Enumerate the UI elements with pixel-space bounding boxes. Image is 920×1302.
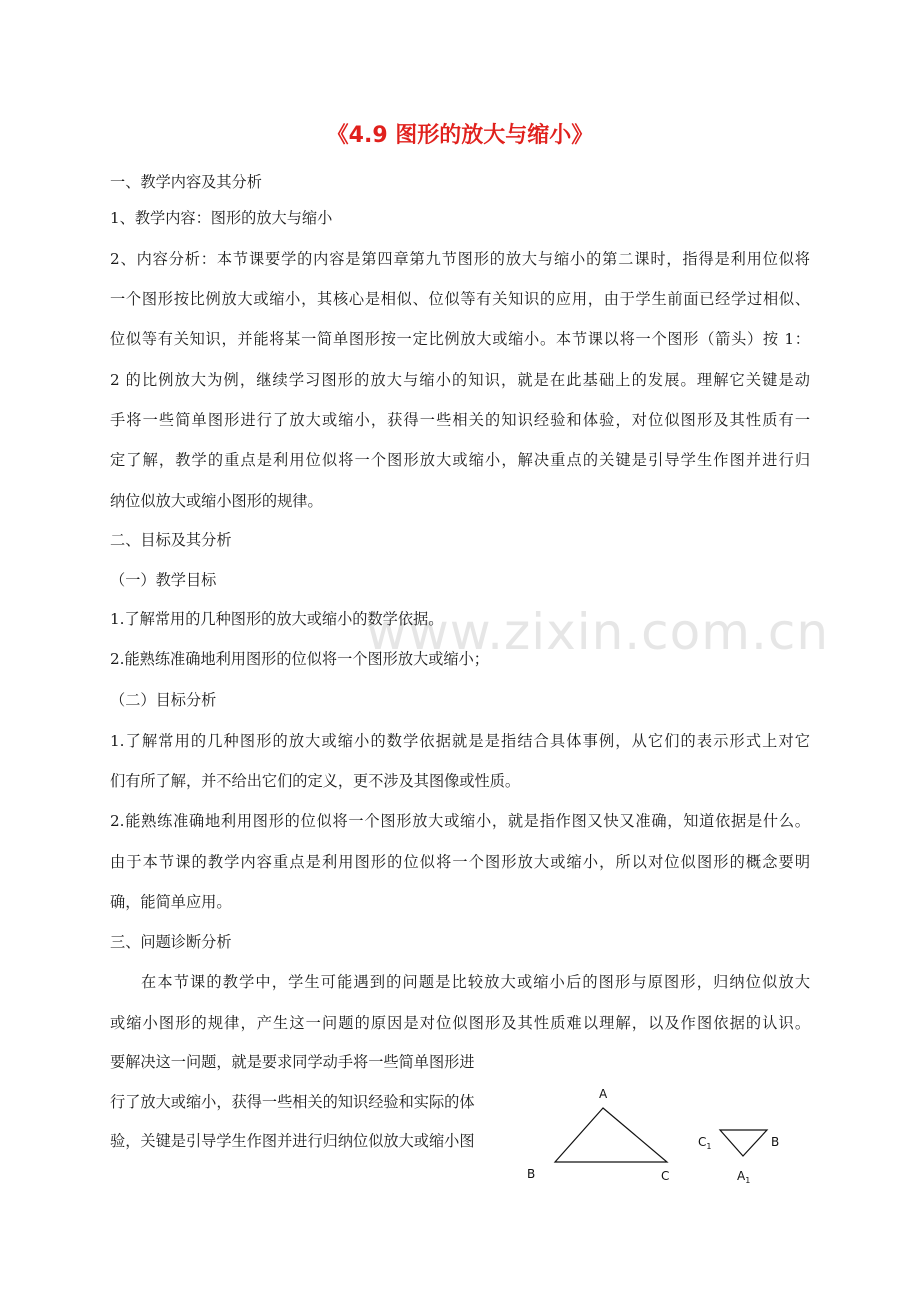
document-title: 《4.9 图形的放大与缩小》 [326, 123, 594, 148]
paragraph-line: 2 的比例放大为例，继续学习图形的放大与缩小的知识，就是在此基础上的发展。理解它关键是动 [110, 371, 810, 389]
paragraph-line: 1.了解常用的几种图形的放大或缩小的数学依据就是是指结合具体事例，从它们的表示形式上对它 [110, 732, 810, 750]
label-a1 [737, 1169, 750, 1185]
paragraph-line: 1、教学内容：图形的放大与缩小 [110, 209, 333, 227]
subsection-heading: （二）目标分析 [110, 691, 217, 709]
paragraph-line: 由于本节课的教学内容重点是利用图形的位似将一个图形放大或缩小，所以对位似图形的概念要明 [110, 853, 810, 871]
label-c: C [661, 1169, 670, 1183]
triangle-a1b1c1 [720, 1130, 767, 1156]
section-heading: 三、问题诊断分析 [110, 933, 232, 951]
label-b: B [527, 1167, 536, 1181]
paragraph-line: 验，关键是引导学生作图并进行归纳位似放大或缩小图 [110, 1132, 475, 1150]
paragraph-line: 1.了解常用的几种图形的放大或缩小的数学依据。 [110, 610, 444, 628]
triangle-abc [555, 1108, 667, 1162]
triangle-figure [515, 1080, 815, 1190]
paragraph-line: 或缩小图形的规律，产生这一问题的原因是对位似图形及其性质难以理解，以及作图依据的认识。 [110, 1014, 810, 1032]
paragraph-line: 确，能简单应用。 [110, 893, 232, 911]
paragraph-line: 行了放大或缩小，获得一些相关的知识经验和实际的体 [110, 1093, 475, 1111]
label-c1-letter: C [698, 1135, 707, 1149]
paragraph-line: 在本节课的教学中，学生可能遇到的问题是比较放大或缩小后的图形与原图形，归纳位似放大 [141, 973, 810, 991]
section-heading: 一、教学内容及其分析 [110, 173, 262, 191]
paragraph-line: 2.能熟练准确地利用图形的位似将一个图形放大或缩小，就是指作图又快又准确，知道依据是什么。 [110, 812, 810, 830]
label-c1-sub: 1 [706, 1142, 712, 1151]
label-a1-sub: 1 [745, 1176, 751, 1185]
paragraph-line: 2、内容分析：本节课要学的内容是第四章第九节图形的放大与缩小的第二课时，指得是利用位似将 [110, 250, 810, 268]
paragraph-line: 们有所了解，并不给出它们的定义，更不涉及其图像或性质。 [110, 772, 521, 790]
paragraph-line: 要解决这一问题，就是要求同学动手将一些简单图形进 [110, 1053, 475, 1071]
paragraph-line: 位似等有关知识，并能将某一简单图形按一定比例放大或缩小。本节课以将一个图形（箭头）按 1： [110, 330, 810, 348]
section-heading: 二、目标及其分析 [110, 531, 232, 549]
label-a: A [599, 1087, 608, 1101]
paragraph-line: 手将一些简单图形进行了放大或缩小，获得一些相关的知识经验和体验，对位似图形及其性质有一 [110, 411, 810, 429]
subsection-heading: （一）教学目标 [110, 571, 217, 589]
label-a1-letter: A [737, 1169, 746, 1183]
paragraph-line: 纳位似放大或缩小图形的规律。 [110, 492, 323, 510]
paragraph-line: 2.能熟练准确地利用图形的位似将一个图形放大或缩小； [110, 650, 489, 668]
paragraph-line: 一个图形按比例放大或缩小，其核心是相似、位似等有关知识的应用，由于学生前面已经学过相似、 [110, 290, 810, 308]
label-c1 [698, 1135, 711, 1151]
label-b1: B [771, 1135, 780, 1149]
watermark: www.zixin.com.cn [366, 603, 830, 661]
paragraph-line: 定了解，教学的重点是利用位似将一个图形放大或缩小，解决重点的关键是引导学生作图并进行归 [110, 451, 810, 469]
